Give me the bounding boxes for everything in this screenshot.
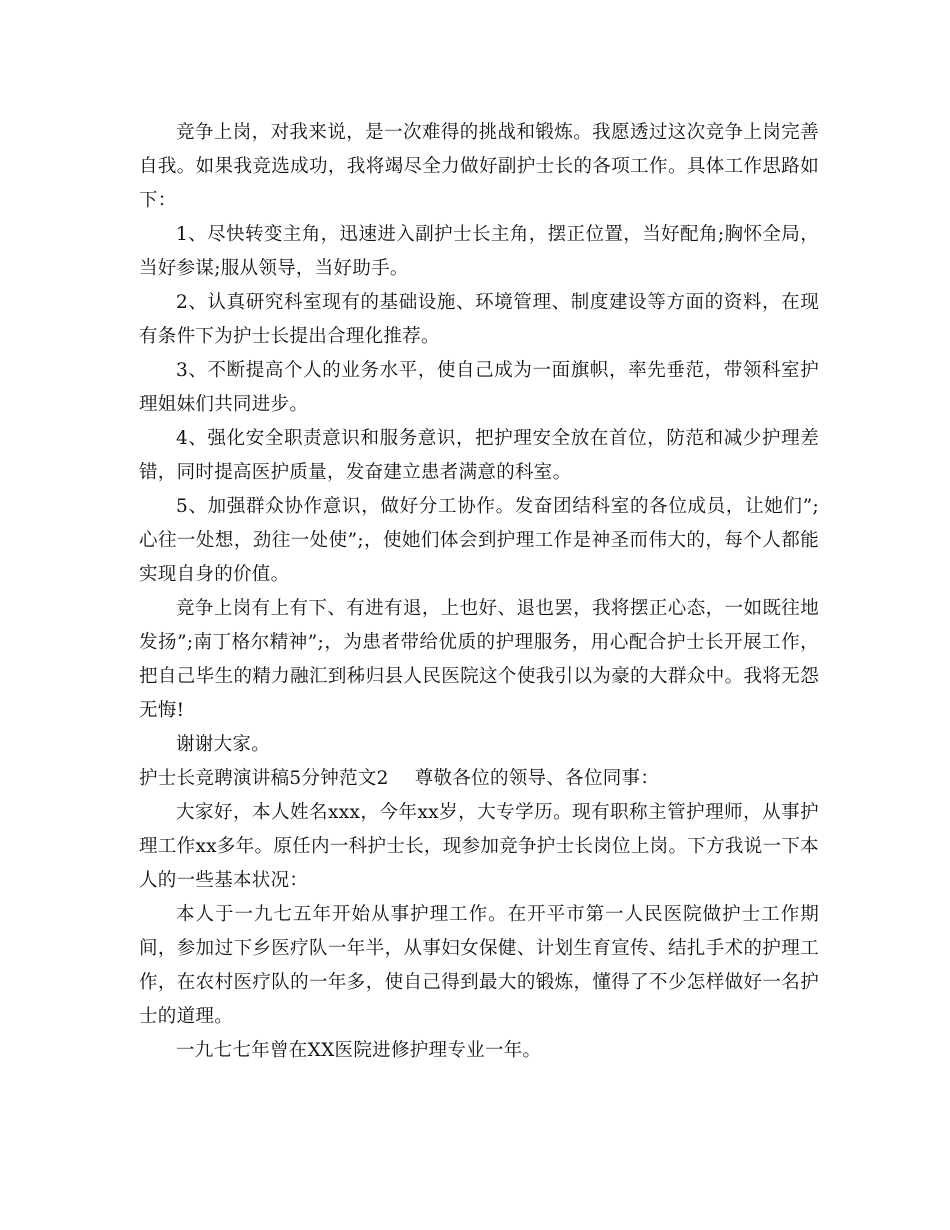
paragraph-thanks: 谢谢大家。 <box>176 734 271 755</box>
paragraph-item-3: 3、不断提高个人的业务水平，使自己成为一面旗帜，率先垂范，带领科室护理姐妹们共同进步。 <box>139 360 819 415</box>
paragraph-self-intro: 大家好，本人姓名xxx，今年xx岁，大专学历。现有职称主管护理师，从事护理工作xx多年。原任内一科护士长，现参加竞争护士长岗位上岗。下方我说一下本人的一些基本状况： <box>139 802 819 891</box>
paragraph-experience: 本人于一九七五年开始从事护理工作。在开平市第一人民医院做护士工作期间，参加过下乡医疗队一年半，从事妇女保健、计划生育宣传、结扎手术的护理工作，在农村医疗队的一年多，使自己得到最大的锻炼，懂得了不少怎样做好一名护士的道理。 <box>139 904 819 1027</box>
section-greeting: 尊敬各位的领导、各位同事： <box>414 768 660 789</box>
paragraph-intro: 竞争上岗，对我来说，是一次难得的挑战和锻炼。我愿透过这次竞争上岗完善自我。如果我竞选成功，我将竭尽全力做好副护士长的各项工作。具体工作思路如下： <box>139 122 819 211</box>
paragraph-item-4: 4、强化安全职责意识和服务意识，把护理安全放在首位，防范和减少护理差错，同时提高医护质量，发奋建立患者满意的科室。 <box>139 428 819 483</box>
paragraph-closing: 竞争上岗有上有下、有进有退，上也好、退也罢，我将摆正心态，一如既往地发扬”;南丁格尔精神”;，为患者带给优质的护理服务，用心配合护士长开展工作，把自己毕生的精力融汇到秭归县人民医院这个使我引以为豪的大群众中。我将无怨无悔! <box>139 598 819 721</box>
section-heading-line <box>139 762 819 796</box>
paragraph-item-2: 2、认真研究科室现有的基础设施、环境管理、制度建设等方面的资料，在现有条件下为护士长提出合理化推荐。 <box>139 292 819 347</box>
paragraph-item-5: 5、加强群众协作意识，做好分工协作。发奋团结科室的各位成员，让她们”;心往一处想，劲往一处使”;，使她们体会到护理工作是神圣而伟大的，每个人都能实现自身的价值。 <box>139 496 819 585</box>
document-body <box>139 116 819 1068</box>
paragraph-training: 一九七七年曾在XX医院进修护理专业一年。 <box>176 1040 542 1061</box>
paragraph-item-1: 1、尽快转变主角，迅速进入副护士长主角，摆正位置，当好配角;胸怀全局，当好参谋;服从领导，当好助手。 <box>139 224 819 279</box>
section-title: 护士长竞聘演讲稿5分钟范文2 <box>139 768 389 789</box>
